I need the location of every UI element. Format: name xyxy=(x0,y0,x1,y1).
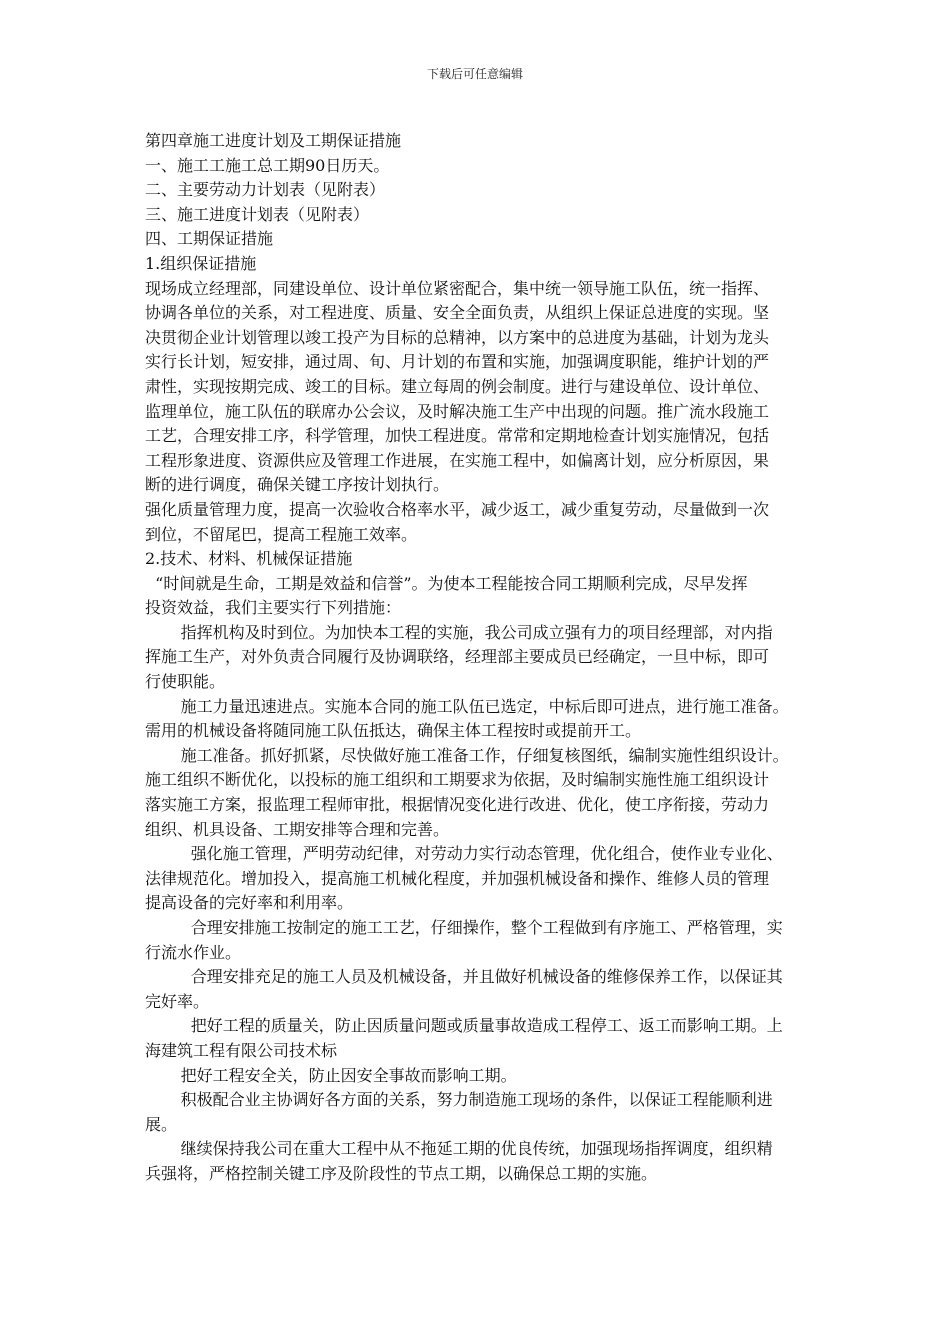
document-body xyxy=(145,129,815,1187)
text-line: 投资效益，我们主要实行下列措施： xyxy=(145,598,402,618)
text-line: 第四章施工进度计划及工期保证措施 xyxy=(145,131,402,150)
text-line: “时间就是生命，工期是效益和信誉”。为使本工程能按合同工期顺利完成，尽早发挥 xyxy=(145,573,748,593)
text-line: 一、施工工施工总工期90日历天。 xyxy=(145,155,390,175)
text-line: 实行长计划，短安排，通过周、旬、月计划的布置和实施，加强调度职能，维护计划的严 xyxy=(145,352,770,372)
text-line: 把好工程的质量关，防止因质量问题或质量事故造成工程停工、返工而影响工期。上 xyxy=(145,1016,783,1036)
text-line: 指挥机构及时到位。为加快本工程的实施，我公司成立强有力的项目经理部，对内指 xyxy=(145,622,773,642)
text-line: 监理单位，施工队伍的联席办公会议，及时解决施工生产中出现的问题。推广流水段施工 xyxy=(145,401,770,421)
text-line: 行使职能。 xyxy=(145,672,226,692)
text-line: 决贯彻企业计划管理以竣工投产为目标的总精神，以方案中的总进度为基础，计划为龙头 xyxy=(145,327,770,347)
text-line: 二、主要劳动力计划表（见附表） xyxy=(145,180,386,200)
text-line: 工艺，合理安排工序，科学管理，加快工程进度。常常和定期地检查计划实施情况，包括 xyxy=(145,426,770,446)
text-line: 积极配合业主协调好各方面的关系，努力制造施工现场的条件，以保证工程能顺利进 xyxy=(145,1090,773,1110)
text-line: 三、施工进度计划表（见附表） xyxy=(145,204,370,224)
text-line: 现场成立经理部，同建设单位、设计单位紧密配合，集中统一领导施工队伍，统一指挥、 xyxy=(145,278,770,298)
text-line: 施工力量迅速进点。实施本合同的施工队伍已选定，中标后即可进点，进行施工准备。 xyxy=(145,696,789,716)
text-line: 1.组织保证措施 xyxy=(145,253,257,273)
text-line: 完好率。 xyxy=(145,991,210,1011)
text-line: 合理安排施工按制定的施工工艺，仔细操作，整个工程做到有序施工、严格管理，实 xyxy=(145,918,783,937)
text-line: 行流水作业。 xyxy=(145,942,242,962)
page-header: 下载后可任意编辑 xyxy=(426,67,523,81)
text-line: 施工准备。抓好抓紧，尽快做好施工准备工作，仔细复核图纸，编制实施性组织设计。 xyxy=(145,745,789,765)
text-line: 施工组织不断优化，以投标的施工组织和工期要求为依据，及时编制实施性施工组织设计 xyxy=(145,770,770,790)
text-line: 协调各单位的关系，对工程进度、质量、安全全面负责，从组织上保证总进度的实现。坚 xyxy=(145,303,770,323)
text-line: 到位，不留尾巴，提高工程施工效率。 xyxy=(145,524,418,544)
text-line: 提高设备的完好率和利用率。 xyxy=(145,893,354,913)
text-line: 把好工程安全关，防止因安全事故而影响工期。 xyxy=(145,1065,517,1085)
text-line: 海建筑工程有限公司技术标 xyxy=(145,1040,338,1060)
text-line: 四、工期保证措施 xyxy=(145,229,274,249)
text-line: 继续保持我公司在重大工程中从不拖延工期的优良传统，加强现场指挥调度，组织精 xyxy=(145,1139,773,1159)
text-line: 2.技术、材料、机械保证措施 xyxy=(145,549,353,569)
text-line: 强化施工管理，严明劳动纪律，对劳动力实行动态管理，优化组合，使作业专业化、 xyxy=(145,844,783,864)
text-line: 工程形象进度、资源供应及管理工作进展，在实施工程中，如偏离计划，应分析原因，果 xyxy=(145,450,770,470)
text-line: 肃性，实现按期完成、竣工的目标。建立每周的例会制度。进行与建设单位、设计单位、 xyxy=(145,376,770,396)
text-line: 展。 xyxy=(145,1114,178,1134)
text-line: 法律规范化。增加投入，提高施工机械化程度，并加强机械设备和操作、维修人员的管理 xyxy=(145,868,770,888)
text-line: 落实施工方案，报监理工程师审批，根据情况变化进行改进、优化，使工序衔接，劳动力 xyxy=(145,795,770,815)
text-line: 需用的机械设备将随同施工队伍抵达，确保主体工程按时或提前开工。 xyxy=(145,721,642,741)
text-line: 挥施工生产，对外负责合同履行及协调联络，经理部主要成员已经确定，一旦中标，即可 xyxy=(145,647,770,667)
text-line: 强化质量管理力度，提高一次验收合格率水平，减少返工，减少重复劳动，尽量做到一次 xyxy=(145,499,770,519)
text-line: 断的进行调度，确保关键工序按计划执行。 xyxy=(145,475,450,495)
text-line: 合理安排充足的施工人员及机械设备，并且做好机械设备的维修保养工作，以保证其 xyxy=(145,967,783,987)
text-line: 兵强将，严格控制关键工序及阶段性的节点工期，以确保总工期的实施。 xyxy=(145,1163,658,1183)
text-line: 组织、机具设备、工期安排等合理和完善。 xyxy=(145,819,450,839)
